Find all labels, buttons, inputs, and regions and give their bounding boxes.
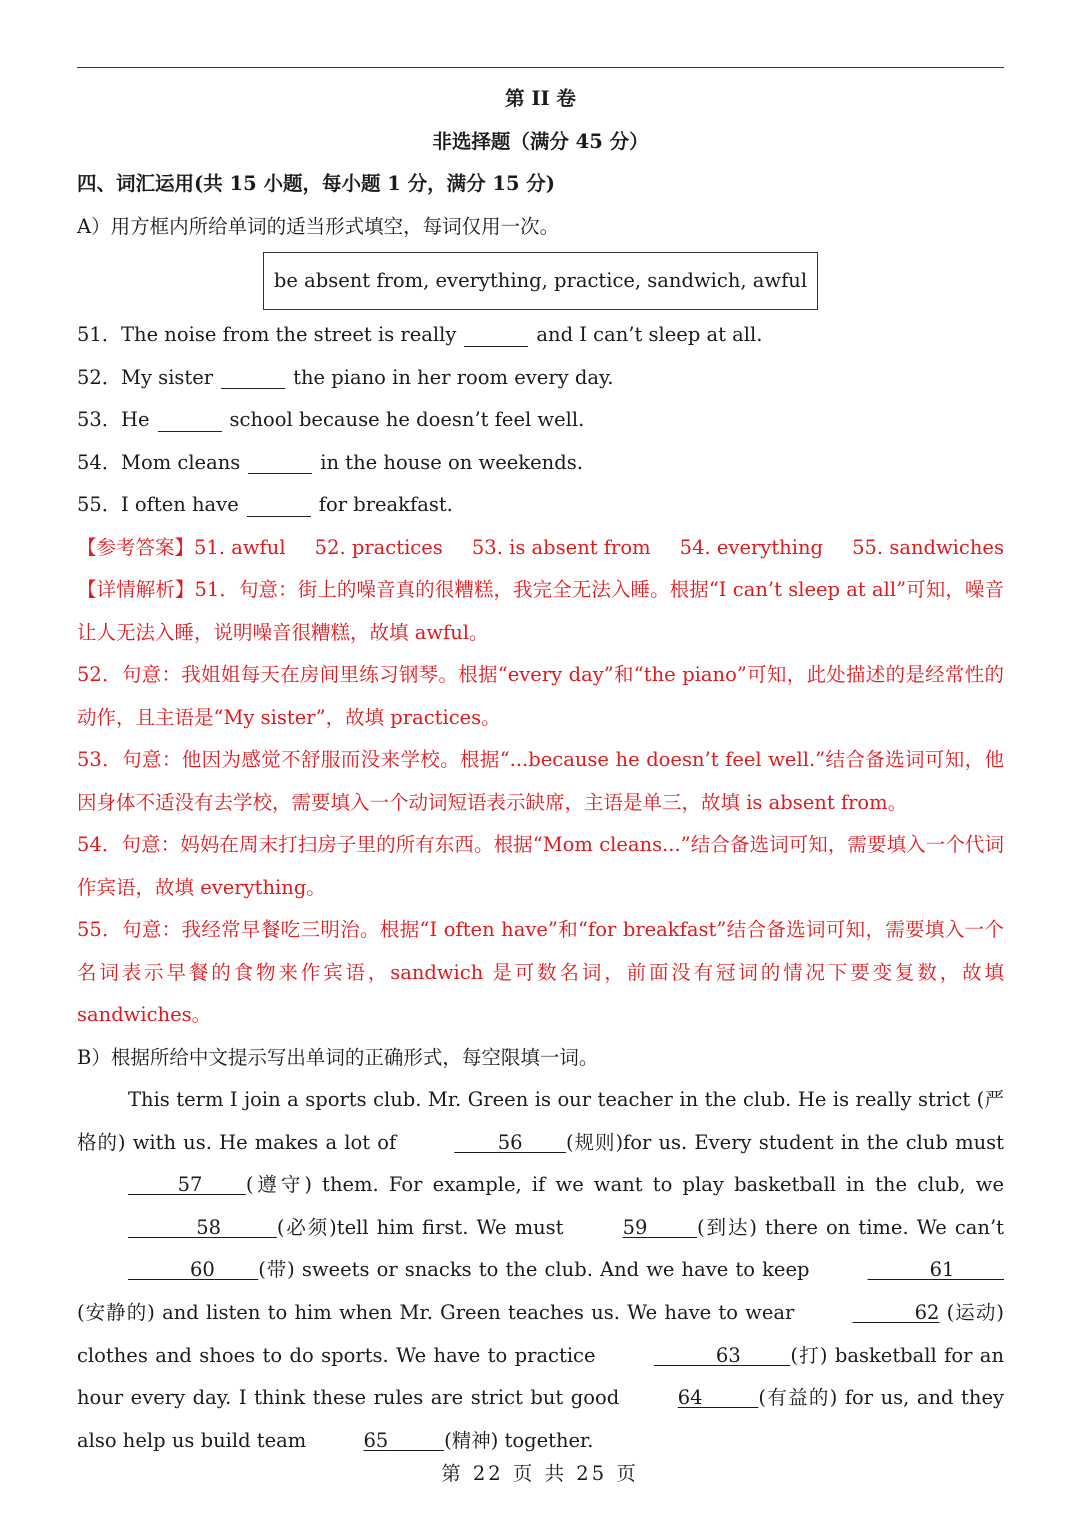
answer-blank-63[interactable]: 63 xyxy=(715,1343,741,1367)
answer-blank-60[interactable]: 60 xyxy=(190,1258,215,1282)
answer-item: 52. practices xyxy=(314,535,443,559)
section-title: 四、词汇运用(共 15 小题，每小题 1 分，满分 15 分) xyxy=(77,172,556,195)
volume-title: 第 II 卷 xyxy=(505,87,576,110)
document-body xyxy=(77,78,1004,1462)
explanation-label: 【详情解析】 xyxy=(77,578,195,601)
question-text-before: The noise from the street is really xyxy=(121,323,457,346)
question-text-after: for breakfast. xyxy=(318,493,453,516)
part-b-passage: This term I join a sports club. Mr. Green is our teacher in the club. He is really strict (严格的) with us. He makes a lot of 56 (规则)for us. Every student in the club must 57 (遵守) them. For example, if we want to play basketball in the club, we 58 (必须)tell him first. We must 59 (到达) there on time. We can’t 60 (带) sweets or snacks to the club. And we have to keep 61 (安静的) and listen to him when Mr. Green teaches us. We have to wear 62 (运动) clothes and shoes to do sports. We have to practice 63 (打) basketball for an hour every day. I think these rules are strict but good 64 (有益的) for us, and they also help us build team 65 (精神) together. xyxy=(77,1079,1004,1462)
explanation-55: 55．句意：我经常早餐吃三明治。根据“I often have”和“for breakfast”结合备选词可知，需要填入一个名词表示早餐的食物来作宾语，sandwich 是可数名词，前面没有冠词的情况下要变复数，故填 sandwiches。 xyxy=(77,918,1004,1026)
section-subtitle: 非选择题（满分 45 分） xyxy=(432,129,649,153)
part-b-instruction: B）根据所给中文提示写出单词的正确形式，每空限填一词。 xyxy=(77,1045,599,1069)
answer-blank-56[interactable]: 56 xyxy=(497,1130,523,1154)
question-text-before: I often have xyxy=(121,493,239,516)
answer-blank-65[interactable]: 65 xyxy=(363,1428,389,1452)
answer-item: 54. everything xyxy=(679,535,823,559)
question-text-before: My sister xyxy=(121,365,214,389)
explanation-53: 53．句意：他因为感觉不舒服而没来学校。根据“...because he doesn’t feel well.”结合备选词可知，他因身体不适没有去学校，需要填入一个动词短语表示缺席，主语是单三，故填 is absent from。 xyxy=(77,748,1004,814)
reference-answers xyxy=(77,527,1004,570)
question-53 xyxy=(77,399,1004,442)
question-text-after: school because he doesn’t feel well. xyxy=(229,408,585,431)
explanation-52: 52．句意：我姐姐每天在房间里练习钢琴。根据“every day”和“the piano”可知，此处描述的是经常性的动作，且主语是“My sister”，故填 practices。 xyxy=(77,663,1004,729)
explanation-51: 【详情解析】51．句意：街上的噪音真的很糟糕，我完全无法入睡。根据“I can’t sleep at all”可知，噪音让人无法入睡，说明噪音很糟糕，故填 awful。 xyxy=(77,578,1004,644)
answer-blank-62[interactable]: 62 xyxy=(914,1300,940,1324)
answer-blank[interactable] xyxy=(247,494,311,517)
word-box-wrap xyxy=(77,248,1004,314)
question-51 xyxy=(77,314,1004,357)
part-a-instruction: A）用方框内所给单词的适当形式填空，每词仅用一次。 xyxy=(77,214,560,238)
answers-label: 【参考答案】 xyxy=(77,535,195,559)
question-54 xyxy=(77,442,1004,485)
answer-blank[interactable] xyxy=(221,366,285,389)
answer-item: 53. is absent from xyxy=(471,535,651,559)
question-text-after: the piano in her room every day. xyxy=(293,365,614,389)
question-number: 53． xyxy=(77,408,122,431)
question-number: 54． xyxy=(77,450,122,474)
answer-blank[interactable] xyxy=(158,409,222,432)
question-number: 52． xyxy=(77,365,122,389)
question-text-before: He xyxy=(121,408,150,431)
question-number: 51． xyxy=(77,323,122,346)
answer-blank-58[interactable]: 58 xyxy=(196,1215,222,1239)
question-text-after: and I can’t sleep at all. xyxy=(536,323,763,346)
explanation-54: 54．句意：妈妈在周末打扫房子里的所有东西。根据“Mom cleans...”结合备选词可知，需要填入一个代词作宾语，故填 everything。 xyxy=(77,833,1004,899)
answer-item: 51. awful xyxy=(194,535,286,559)
question-number: 55． xyxy=(77,493,122,516)
answer-blank-59[interactable]: 59 xyxy=(622,1215,648,1239)
answer-item: 55. sandwiches xyxy=(852,535,1004,559)
answer-blank[interactable] xyxy=(248,451,312,474)
page-number: 第 22 页 共 25 页 xyxy=(441,1462,639,1485)
top-rule xyxy=(77,67,1004,68)
answer-blank[interactable] xyxy=(464,324,528,347)
answer-blank-61[interactable]: 61 xyxy=(929,1258,955,1282)
question-55 xyxy=(77,484,1004,527)
question-text-before: Mom cleans xyxy=(121,450,241,474)
question-52 xyxy=(77,357,1004,400)
question-text-after: in the house on weekends. xyxy=(320,450,583,474)
word-box: be absent from, everything, practice, sandwich, awful xyxy=(263,252,818,310)
answer-blank-57[interactable]: 57 xyxy=(177,1173,203,1197)
answer-blank-64[interactable]: 64 xyxy=(677,1386,703,1410)
